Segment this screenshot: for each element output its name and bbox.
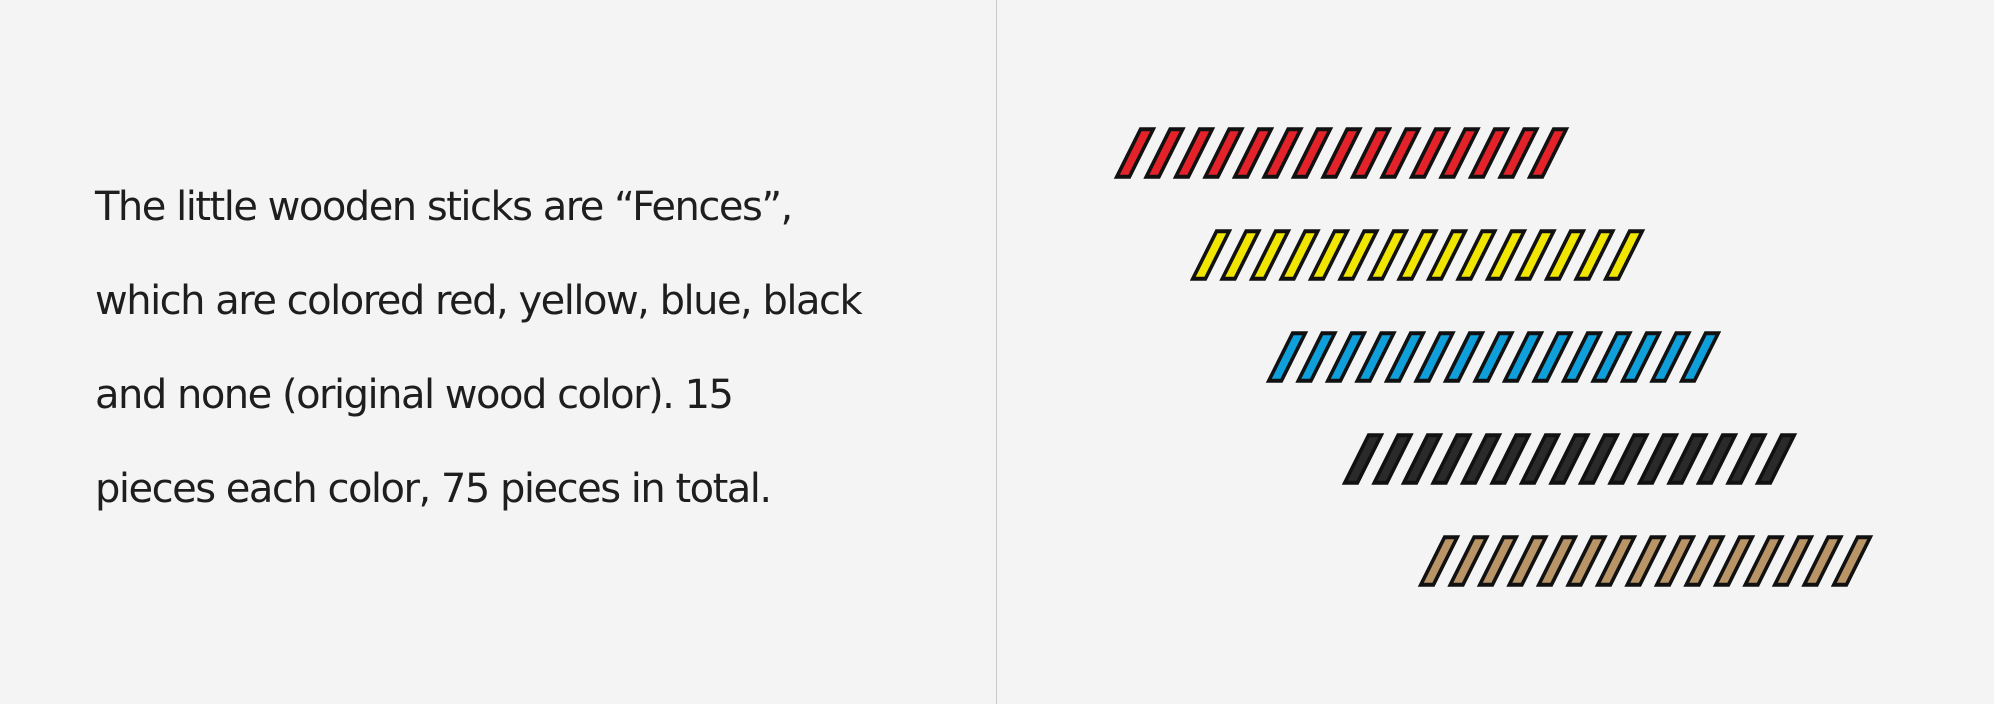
fence-row-yellow [1191, 230, 1644, 280]
description-line-1: The little wooden sticks are “Fences”, [95, 184, 792, 230]
description-line-3: and none (original wood color). 15 [95, 372, 733, 418]
fence-sticks-illustration [997, 0, 1994, 704]
fence-row-blue [1267, 332, 1720, 382]
fence-row-red [1115, 128, 1568, 178]
right-panel [997, 0, 1994, 704]
fence-row-none [1419, 536, 1872, 586]
description-line-2: which are colored red, yellow, blue, black [95, 278, 862, 324]
left-panel [0, 0, 996, 704]
description-line-4: pieces each color, 75 pieces in total. [95, 466, 771, 512]
description-text [95, 160, 975, 536]
fence-row-black [1343, 434, 1796, 484]
